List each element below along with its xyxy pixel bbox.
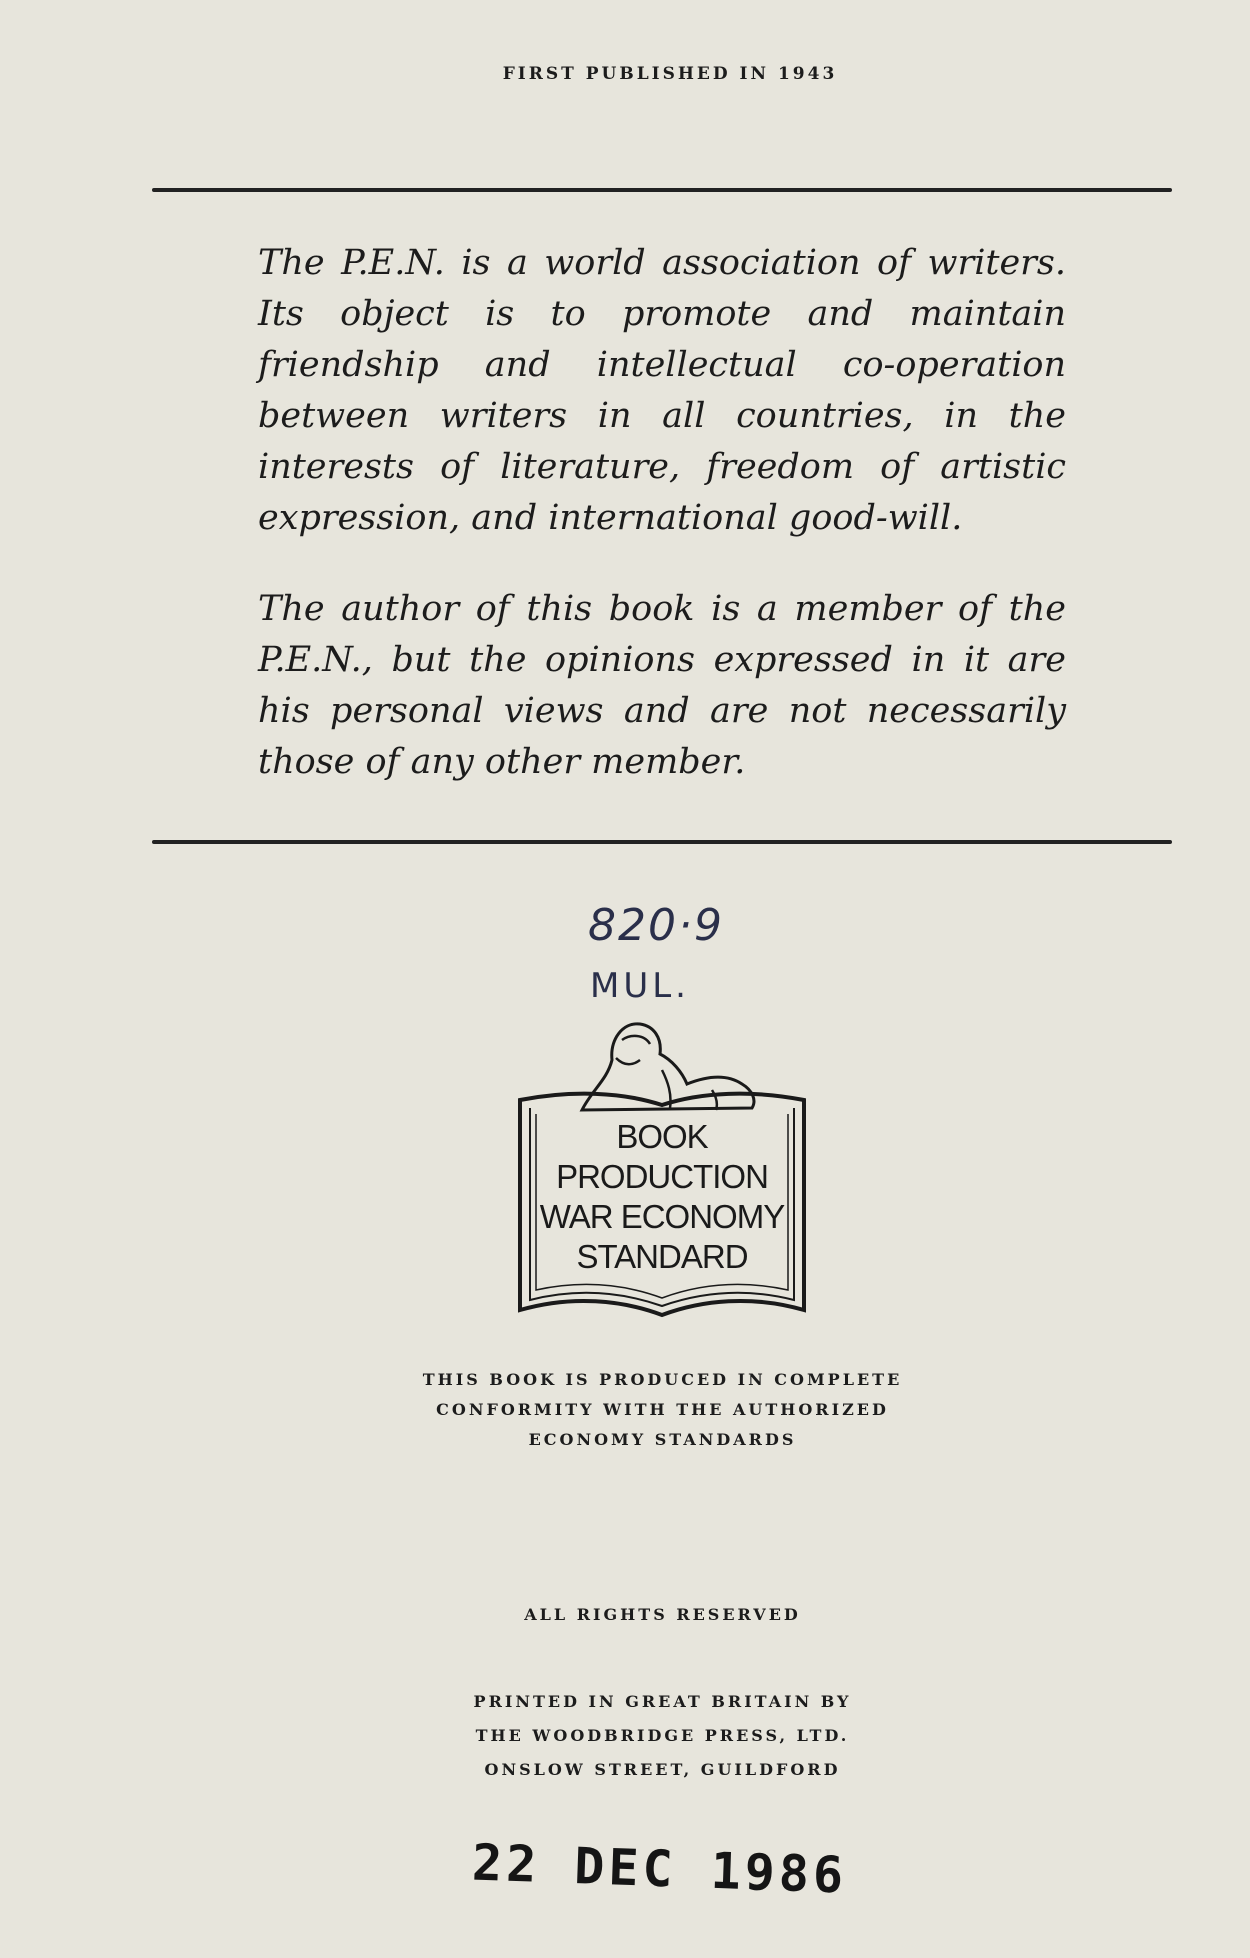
top-divider [152,188,1172,192]
library-date-stamp: 22 DEC 1986 [471,1833,849,1905]
rights-reserved: ALL RIGHTS RESERVED [524,1605,801,1624]
first-published-line: FIRST PUBLISHED IN 1943 [502,64,838,84]
war-economy-seal [512,1010,812,1330]
seal-line-production: PRODUCTION [556,1158,768,1195]
conformity-line-2: CONFORMITY WITH THE AUTHORIZED [436,1400,889,1419]
seal-line-standard: STANDARD [576,1238,748,1275]
seal-line-book: BOOK [616,1118,708,1155]
printer-imprint [0,1685,1250,1787]
conformity-line-1: THIS BOOK IS PRODUCED IN COMPLETE [422,1370,903,1389]
pen-description-paragraph: The P.E.N. is a world association of writers. Its object is to promote and maintain friendship and intellectual co-operation between writers in all countries, in the interests of literature, freedom of artistic expression, and international good-will. [258,243,1066,538]
seal-line-war-economy: WAR ECONOMY [539,1198,785,1235]
author-disclaimer-paragraph: The author of this book is a member of the P.E.N., but the opinions expressed in it are his personal views and are not necessarily those of any other member. [258,589,1066,782]
conformity-statement [0,1365,1250,1455]
printer-line-3: ONSLOW STREET, GUILDFORD [484,1760,841,1779]
handwritten-author-code: MUL. [590,966,690,1006]
printer-line-2: THE WOODBRIDGE PRESS, LTD. [475,1726,850,1745]
printer-line-1: PRINTED IN GREAT BRITAIN BY [473,1692,852,1711]
conformity-line-3: ECONOMY STANDARDS [528,1430,797,1449]
handwritten-call-number: 820·9 [588,900,724,951]
bottom-divider [152,840,1172,844]
